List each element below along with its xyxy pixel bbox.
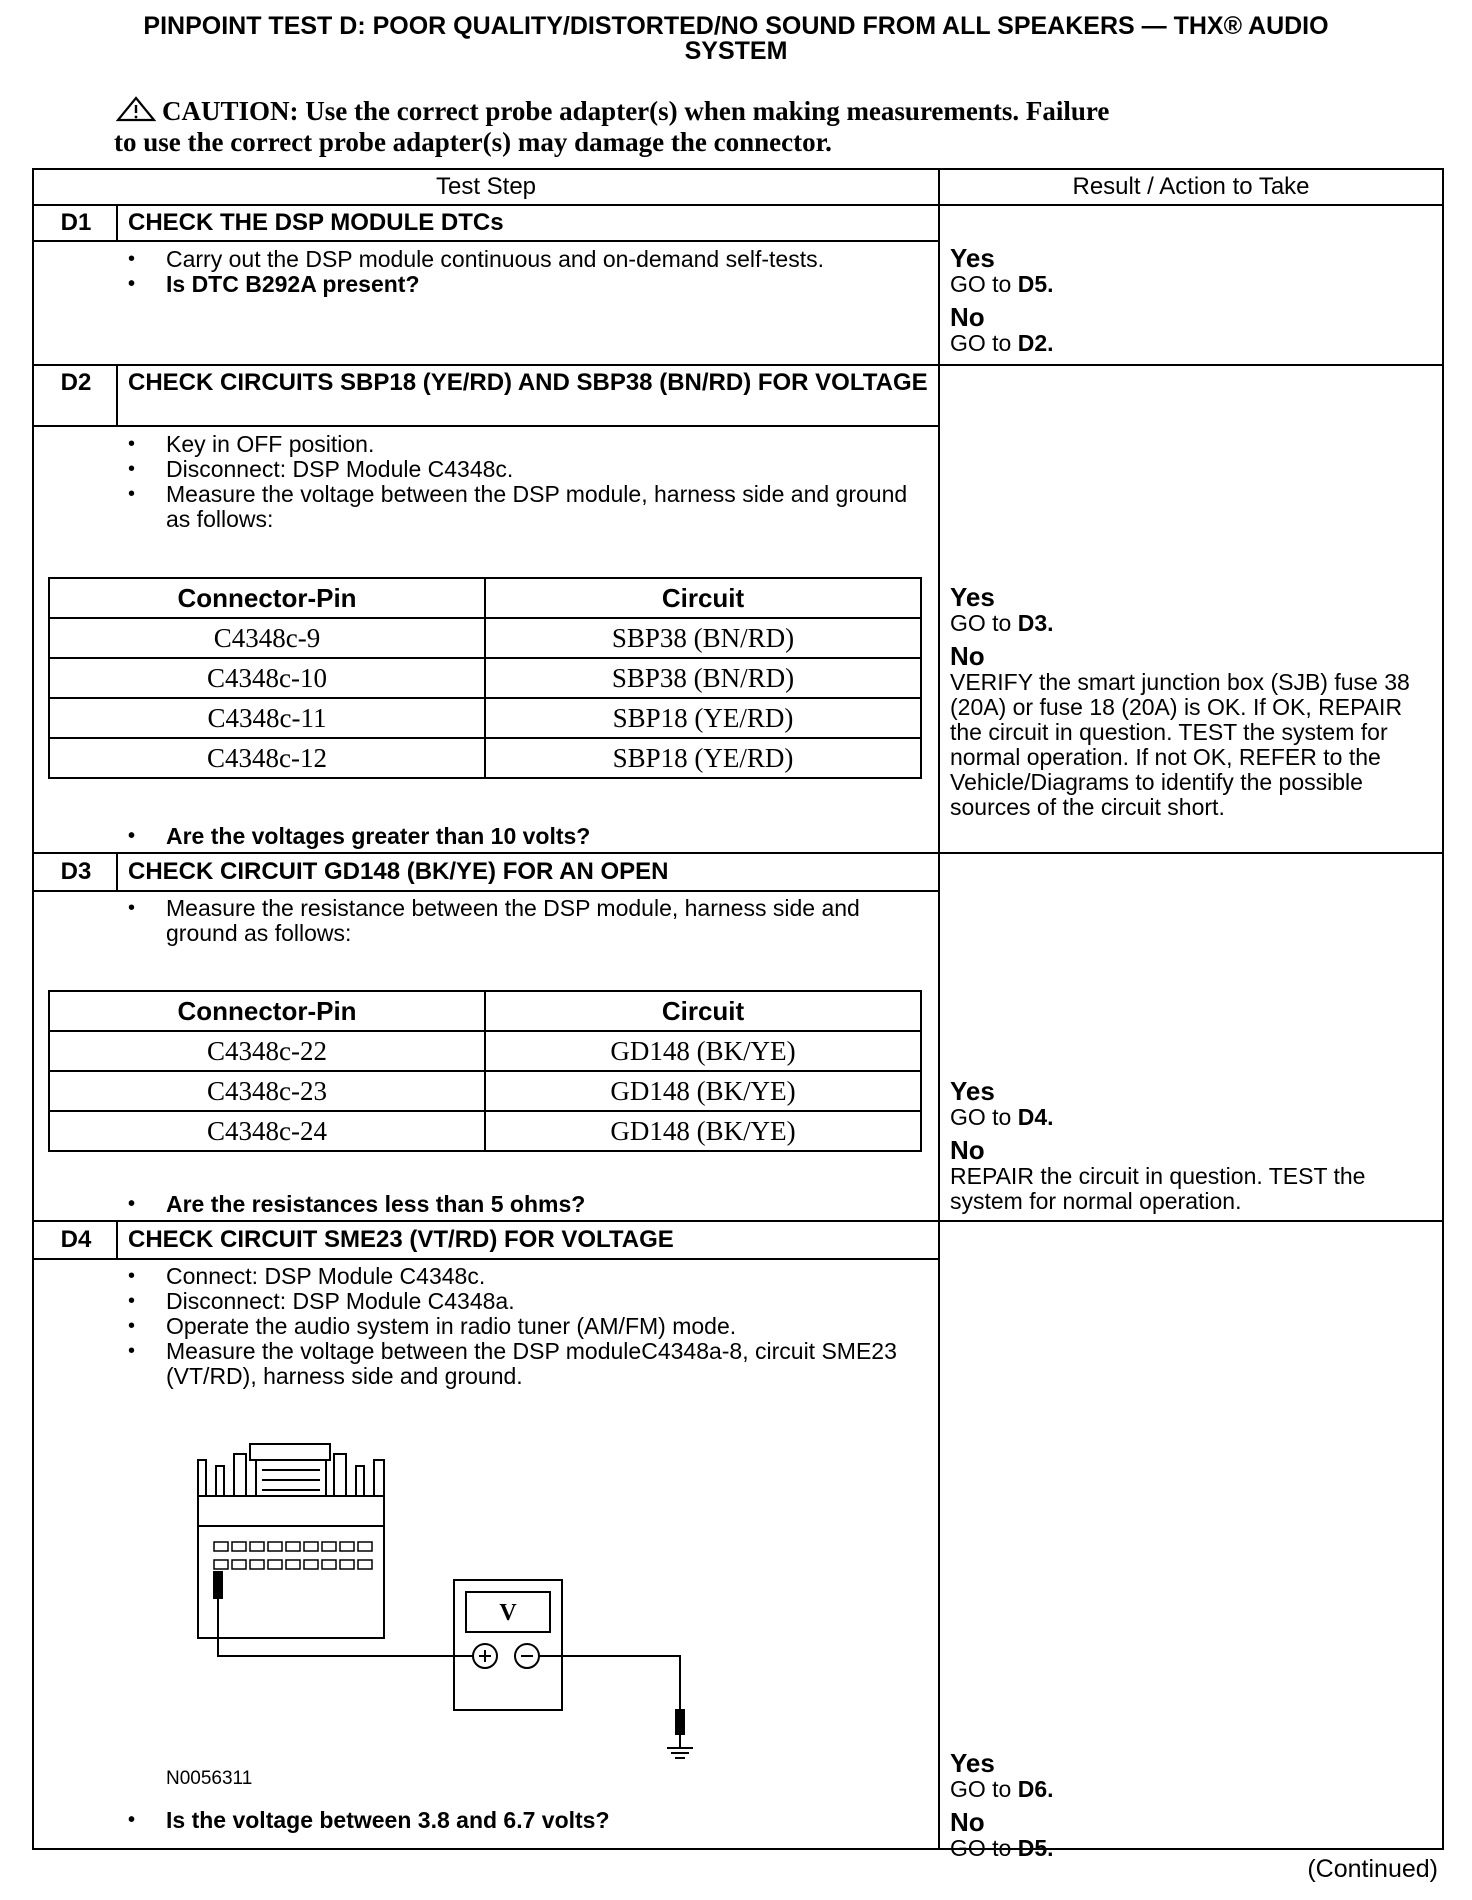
d3-title-line (32, 890, 938, 892)
step-instructions (128, 896, 928, 946)
step-id: D1 (60, 209, 92, 236)
no-action: GO to (950, 330, 1018, 356)
yes-action: GO to (950, 1104, 1018, 1130)
id-divider-d1 (116, 204, 118, 242)
page-title-line1: PINPOINT TEST D: POOR QUALITY/DISTORTED/NO SOUND FROM ALL SPEAKERS — THX® AUDIO (143, 12, 1329, 40)
table-row (49, 738, 921, 778)
table-row (49, 698, 921, 738)
negative-lead (539, 1656, 680, 1722)
table-row (49, 1071, 921, 1111)
step-id: D4 (60, 1226, 92, 1253)
id-divider-d4 (116, 1222, 118, 1260)
step-question: • Is DTC B292A present? (128, 272, 928, 297)
column-divider (938, 168, 940, 1850)
connector-pins (214, 1542, 372, 1569)
no-target: D2. (1017, 330, 1054, 356)
yes-target: D6. (1017, 1776, 1054, 1802)
no-action: REPAIR the circuit in question. TEST the system for normal operation. (950, 1163, 1366, 1214)
step-question: • Are the voltages greater than 10 volts? (128, 824, 928, 849)
connector-table (48, 990, 922, 1152)
circuit-cell: GD148 (BK/YE) (485, 1031, 921, 1071)
d1-title-line (32, 240, 938, 242)
step-result (950, 1749, 1430, 1861)
step-id: D2 (60, 369, 92, 396)
no-label: No (950, 1807, 985, 1837)
step-title: CHECK CIRCUIT GD148 (BK/YE) FOR AN OPEN (128, 858, 669, 885)
instruction-item: • Disconnect: DSP Module C4348c. (128, 457, 928, 482)
continued-label: (Continued) (1307, 1855, 1438, 1883)
figure-code: N0056311 (166, 1768, 253, 1789)
table-header-connector-pin: Connector-Pin (49, 991, 485, 1031)
yes-target: D4. (1017, 1104, 1054, 1130)
table-row (49, 618, 921, 658)
connector-table (48, 577, 922, 779)
connector-pin-cell: C4348c-9 (49, 618, 485, 658)
circuit-cell: SBP38 (BN/RD) (485, 658, 921, 698)
no-action: VERIFY the smart junction box (SJB) fuse 38 (20A) or fuse 18 (20A) is OK. If OK, REPAIR the circuit in question. TEST the system for normal operation. If not OK, REFER to the Vehicle/Diagrams to identify the possible sources of the circuit short. (950, 669, 1410, 820)
circuit-cell: GD148 (BK/YE) (485, 1071, 921, 1111)
step-result (950, 583, 1436, 820)
d4-title-line (32, 1258, 938, 1260)
circuit-cell: SBP38 (BN/RD) (485, 618, 921, 658)
step-title: CHECK CIRCUITS SBP18 (YE/RD) AND SBP38 (BN/RD) FOR VOLTAGE (128, 369, 928, 396)
step-question: • Are the resistances less than 5 ohms? (128, 1192, 928, 1217)
positive-lead (218, 1598, 473, 1656)
step-question: • Is the voltage between 3.8 and 6.7 volts? (128, 1808, 928, 1833)
yes-label: Yes (950, 1076, 995, 1106)
connector-pin-cell: C4348c-22 (49, 1031, 485, 1071)
table-row (49, 658, 921, 698)
table-header-circuit: Circuit (485, 991, 921, 1031)
connector-pin-cell: C4348c-24 (49, 1111, 485, 1151)
connector-pin-cell: C4348c-11 (49, 698, 485, 738)
header-bottom-line (32, 204, 1444, 206)
no-label: No (950, 1135, 985, 1165)
step-result (950, 244, 1430, 356)
step-result (950, 1077, 1430, 1214)
ground-icon (667, 1734, 693, 1758)
page-title-line2: SYSTEM (684, 37, 788, 65)
d2-title-line (32, 425, 938, 427)
d3-bottom-line (32, 1220, 1444, 1222)
table-row (49, 1031, 921, 1071)
probe-tip (214, 1572, 222, 1598)
instruction-item: • Key in OFF position. (128, 432, 928, 457)
step-title: CHECK THE DSP MODULE DTCs (128, 209, 504, 236)
id-divider-d3 (116, 854, 118, 892)
connector-pin-cell: C4348c-23 (49, 1071, 485, 1111)
d2-bottom-line (32, 852, 1444, 854)
caution-notice (116, 96, 1366, 158)
caution-line1: CAUTION: Use the correct probe adapter(s) when making measurements. Failure (162, 96, 1110, 126)
step-instructions (128, 1264, 928, 1389)
yes-action: GO to (950, 1776, 1018, 1802)
connector-pin-cell: C4348c-10 (49, 658, 485, 698)
table-header-connector-pin: Connector-Pin (49, 578, 485, 618)
no-action: GO to (950, 1835, 1018, 1861)
instruction-item: • Measure the resistance between the DSP module, harness side and ground as follows: (128, 896, 928, 946)
connector-icon (198, 1444, 384, 1638)
step-question-list (128, 1808, 928, 1833)
circuit-cell: GD148 (BK/YE) (485, 1111, 921, 1151)
table-row (49, 1111, 921, 1151)
instruction-item: • Operate the audio system in radio tuner (AM/FM) mode. (128, 1314, 928, 1339)
step-instructions (128, 247, 928, 297)
no-label: No (950, 641, 985, 671)
yes-label: Yes (950, 1748, 995, 1778)
meter-display-label: V (499, 1600, 517, 1626)
instruction-item: • Measure the voltage between the DSP module, harness side and ground as follows: (128, 482, 928, 532)
circuit-cell: SBP18 (YE/RD) (485, 738, 921, 778)
no-target: D5. (1017, 1835, 1054, 1861)
yes-target: D5. (1017, 271, 1054, 297)
step-question-list (128, 824, 928, 849)
yes-label: Yes (950, 243, 995, 273)
circuit-cell: SBP18 (YE/RD) (485, 698, 921, 738)
step-instructions (128, 432, 928, 532)
table-header-circuit: Circuit (485, 578, 921, 618)
no-label: No (950, 302, 985, 332)
page-title (30, 14, 1442, 64)
instruction-item: • Carry out the DSP module continuous and on-demand self-tests. (128, 247, 928, 272)
instruction-item: • Connect: DSP Module C4348c. (128, 1264, 928, 1289)
yes-label: Yes (950, 582, 995, 612)
instruction-item: • Disconnect: DSP Module C4348a. (128, 1289, 928, 1314)
ground-probe (676, 1710, 684, 1734)
header-result: Result / Action to Take (1072, 173, 1310, 200)
voltmeter-diagram (190, 1440, 720, 1770)
yes-target: D3. (1017, 610, 1054, 636)
step-id: D3 (60, 858, 92, 885)
yes-action: GO to (950, 271, 1018, 297)
instruction-item: • Measure the voltage between the DSP moduleC4348a-8, circuit SME23 (VT/RD), harness side and ground. (128, 1339, 928, 1389)
caution-line2: to use the correct probe adapter(s) may damage the connector. (114, 127, 832, 157)
warning-triangle-icon (116, 96, 156, 122)
step-question-list (128, 1192, 928, 1217)
header-test-step: Test Step (435, 173, 537, 200)
yes-action: GO to (950, 610, 1018, 636)
step-title: CHECK CIRCUIT SME23 (VT/RD) FOR VOLTAGE (128, 1226, 674, 1253)
d1-bottom-line (32, 364, 1444, 366)
connector-pin-cell: C4348c-12 (49, 738, 485, 778)
id-divider-d2 (116, 366, 118, 427)
